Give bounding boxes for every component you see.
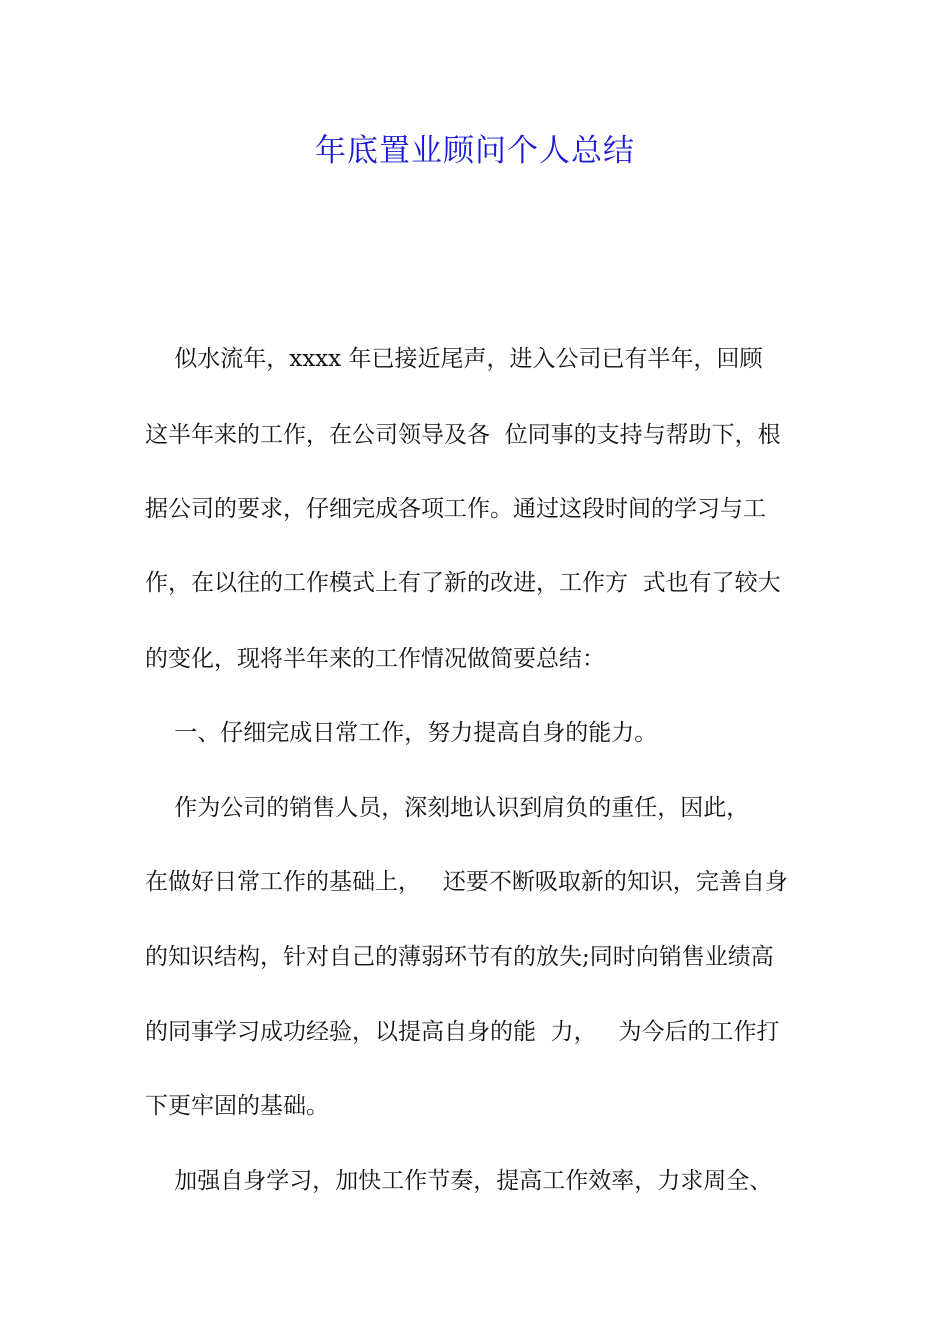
body-line: 作为公司的销售人员，深刻地认识到肩负的重任，因此， <box>145 795 750 821</box>
section-heading: 一、仔细完成日常工作，努力提高自身的能力。 <box>145 720 658 746</box>
body-line: 在做好日常工作的基础上， 还要不断吸取新的知识，完善自身 <box>145 869 788 895</box>
body-line: 下更牢固的基础。 <box>145 1093 329 1119</box>
body-line: 的同事学习成功经验，以提高自身的能 力， 为今后的工作打 <box>145 1019 780 1045</box>
body-line: 似水流年，xxxx 年已接近尾声，进入公司已有半年，回顾 <box>145 346 763 372</box>
body-line: 这半年来的工作，在公司领导及各 位同事的支持与帮助下，根 <box>145 422 781 448</box>
body-line: 的变化，现将半年来的工作情况做简要总结： <box>145 646 605 672</box>
body-line: 据公司的要求，仔细完成各项工作。通过这段时间的学习与工 <box>145 496 766 522</box>
body-line: 作，在以往的工作模式上有了新的改进，工作方 式也有了较大 <box>145 570 781 596</box>
body-line: 加强自身学习，加快工作节奏，提高工作效率，力求周全、 <box>145 1168 773 1194</box>
body-line: 的知识结构，针对自己的薄弱环节有的放失;同时向销售业绩高 <box>145 944 774 970</box>
document-title: 年底置业顾问个人总结 <box>315 133 635 169</box>
